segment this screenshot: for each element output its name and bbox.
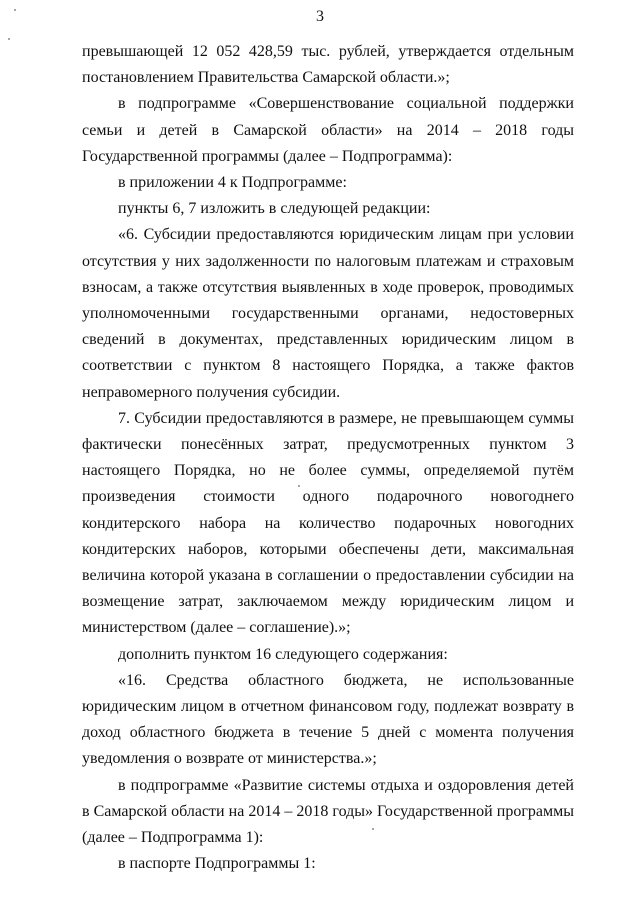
paragraph-items-6-7: пункты 6, 7 изложить в следующей редакции: bbox=[118, 200, 431, 218]
scan-speck bbox=[8, 38, 10, 40]
paragraph-subprogram-social-support: в подпрограмме «Совершенствование социальной поддержки семьи и детей в Самарской области» на 2014 – 2018 годы Государственной программы (далее – Подпрограмма): bbox=[82, 95, 574, 165]
paragraph-add-item-16: дополнить пунктом 16 следующего содержания: bbox=[118, 645, 448, 663]
document-body bbox=[82, 39, 574, 878]
paragraph-passport: в паспорте Подпрограммы 1: bbox=[118, 855, 316, 873]
paragraph-item-16: «16. Средства областного бюджета, не использованные юридическим лицом в отчетном финансовом году, подлежат возврату в доход областного бюджета в течение 5 дней с момента получения уведомления о возврате от министерства.»; bbox=[82, 671, 574, 768]
paragraph-item-6: «6. Субсидии предоставляются юридическим лицам при условии отсутствия у них задолженности по налоговым платежам и страховым взносам, а также отсутствия выявленных в ходе проверок, проводимых уполномоченными государственными органами, недостоверных сведений в документах, представленных юридическим лицом в соответствии с пунктом 8 настоящего Порядка, а также фактов неправомерного получения субсидии. bbox=[82, 226, 574, 401]
paragraph-continuation: превышающей 12 052 428,59 тыс. рублей, утверждается отдельным постановлением Правительства Самарской области.»; bbox=[82, 43, 574, 87]
page-number: 3 bbox=[316, 8, 324, 25]
paragraph-subprogram-recreation: в подпрограмме «Развитие системы отдыха и оздоровления детей в Самарской области на 2014 – 2018 годы» Государственной программы (далее – Подпрограмма 1): bbox=[82, 776, 574, 847]
paragraph-item-7: 7. Субсидии предоставляются в размере, не превышающем суммы фактически понесённых затрат, предусмотренных пунктом 3 настоящего Порядка, но не более суммы, определяемой путём произведения стоимости одного подарочного новогоднего кондитерского набора на количество подарочных новогодних кондитерских наборов, которыми обеспечены дети, максимальная величина которой указана в соглашении о предоставлении субсидии на возмещение затрат, заключаемом между юридическим лицом и министерством (далее – соглашение).»; bbox=[82, 409, 574, 637]
paragraph-appendix-4: в приложении 4 к Подпрограмме: bbox=[118, 174, 347, 192]
